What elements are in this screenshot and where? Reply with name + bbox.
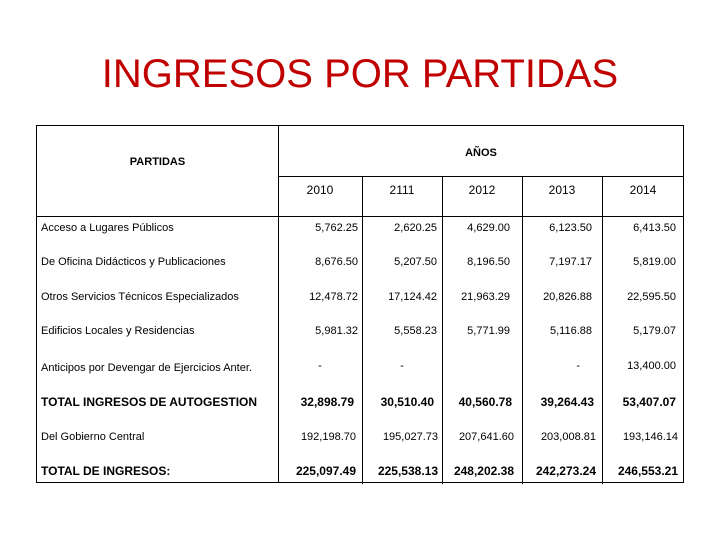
subtotal-cell: 53,407.07 — [622, 395, 676, 409]
value-cell: - — [400, 360, 404, 372]
value-cell: 5,771.99 — [467, 325, 510, 337]
column-divider — [278, 126, 279, 482]
row-label: Edificios Locales y Residencias — [41, 325, 195, 337]
value-cell: 193,146.14 — [622, 431, 678, 443]
slide-title: INGRESOS POR PARTIDAS — [101, 52, 619, 96]
value-cell: 5,207.50 — [394, 256, 437, 268]
row-label: Acceso a Lugares Públicos — [41, 222, 174, 234]
value-cell: 5,116.88 — [549, 325, 592, 337]
header-divider — [37, 216, 683, 217]
value-cell: 2,620.25 — [394, 222, 437, 234]
value-cell: 5,981.32 — [315, 325, 358, 337]
value-cell: 8,196.50 — [467, 256, 510, 268]
subtotal-cell: 40,560.78 — [458, 395, 512, 409]
row-label: Anticipos por Devengar de Ejercicios Anter. — [41, 362, 252, 374]
value-cell: 192,198.70 — [300, 431, 356, 443]
subtotal-label: TOTAL INGRESOS DE AUTOGESTION — [41, 395, 258, 409]
row-label: Del Gobierno Central — [41, 431, 145, 443]
subtotal-cell: 39,264.43 — [540, 395, 594, 409]
row-label: Otros Servicios Técnicos Especializados — [41, 291, 239, 303]
value-cell: 22,595.50 — [627, 291, 676, 303]
total-cell: 246,553.21 — [617, 464, 678, 478]
value-cell: 21,963.29 — [461, 291, 510, 303]
value-cell: 17,124.42 — [388, 291, 437, 303]
value-cell: - — [318, 360, 322, 372]
value-cell: 8,676.50 — [315, 256, 358, 268]
value-cell: 207,641.60 — [458, 431, 514, 443]
value-cell: 13,400.00 — [627, 360, 676, 372]
row-label: De Oficina Didácticos y Publicaciones — [41, 256, 226, 268]
value-cell: 12,478.72 — [309, 291, 358, 303]
value-cell: - — [576, 360, 580, 372]
value-cell: 20,826.88 — [543, 291, 592, 303]
total-label: TOTAL DE INGRESOS: — [41, 464, 171, 478]
year-header: 2111 — [389, 183, 415, 197]
subtotal-cell: 32,898.79 — [300, 395, 354, 409]
value-cell: 195,027.73 — [382, 431, 438, 443]
value-cell: 5,762.25 — [315, 222, 358, 234]
value-cell: 5,819.00 — [633, 256, 676, 268]
year-header: 2014 — [629, 183, 657, 197]
header-divider — [278, 176, 684, 177]
total-cell: 225,538.13 — [377, 464, 438, 478]
year-header: 2010 — [306, 183, 334, 197]
subtotal-cell: 30,510.40 — [380, 395, 434, 409]
year-header: 2012 — [468, 183, 496, 197]
value-cell: 5,179.07 — [633, 325, 676, 337]
year-header: 2013 — [548, 183, 576, 197]
anos-header: AÑOS — [465, 147, 497, 159]
value-cell: 5,558.23 — [394, 325, 437, 337]
value-cell: 6,123.50 — [549, 222, 592, 234]
income-table — [36, 125, 684, 483]
total-cell: 225,097.49 — [295, 464, 356, 478]
total-cell: 248,202.38 — [453, 464, 514, 478]
value-cell: 4,629.00 — [467, 222, 510, 234]
partidas-header: PARTIDAS — [129, 156, 186, 168]
value-cell: 203,008.81 — [540, 431, 596, 443]
value-cell: 6,413.50 — [633, 222, 676, 234]
total-cell: 242,273.24 — [535, 464, 596, 478]
value-cell: 7,197.17 — [549, 256, 592, 268]
